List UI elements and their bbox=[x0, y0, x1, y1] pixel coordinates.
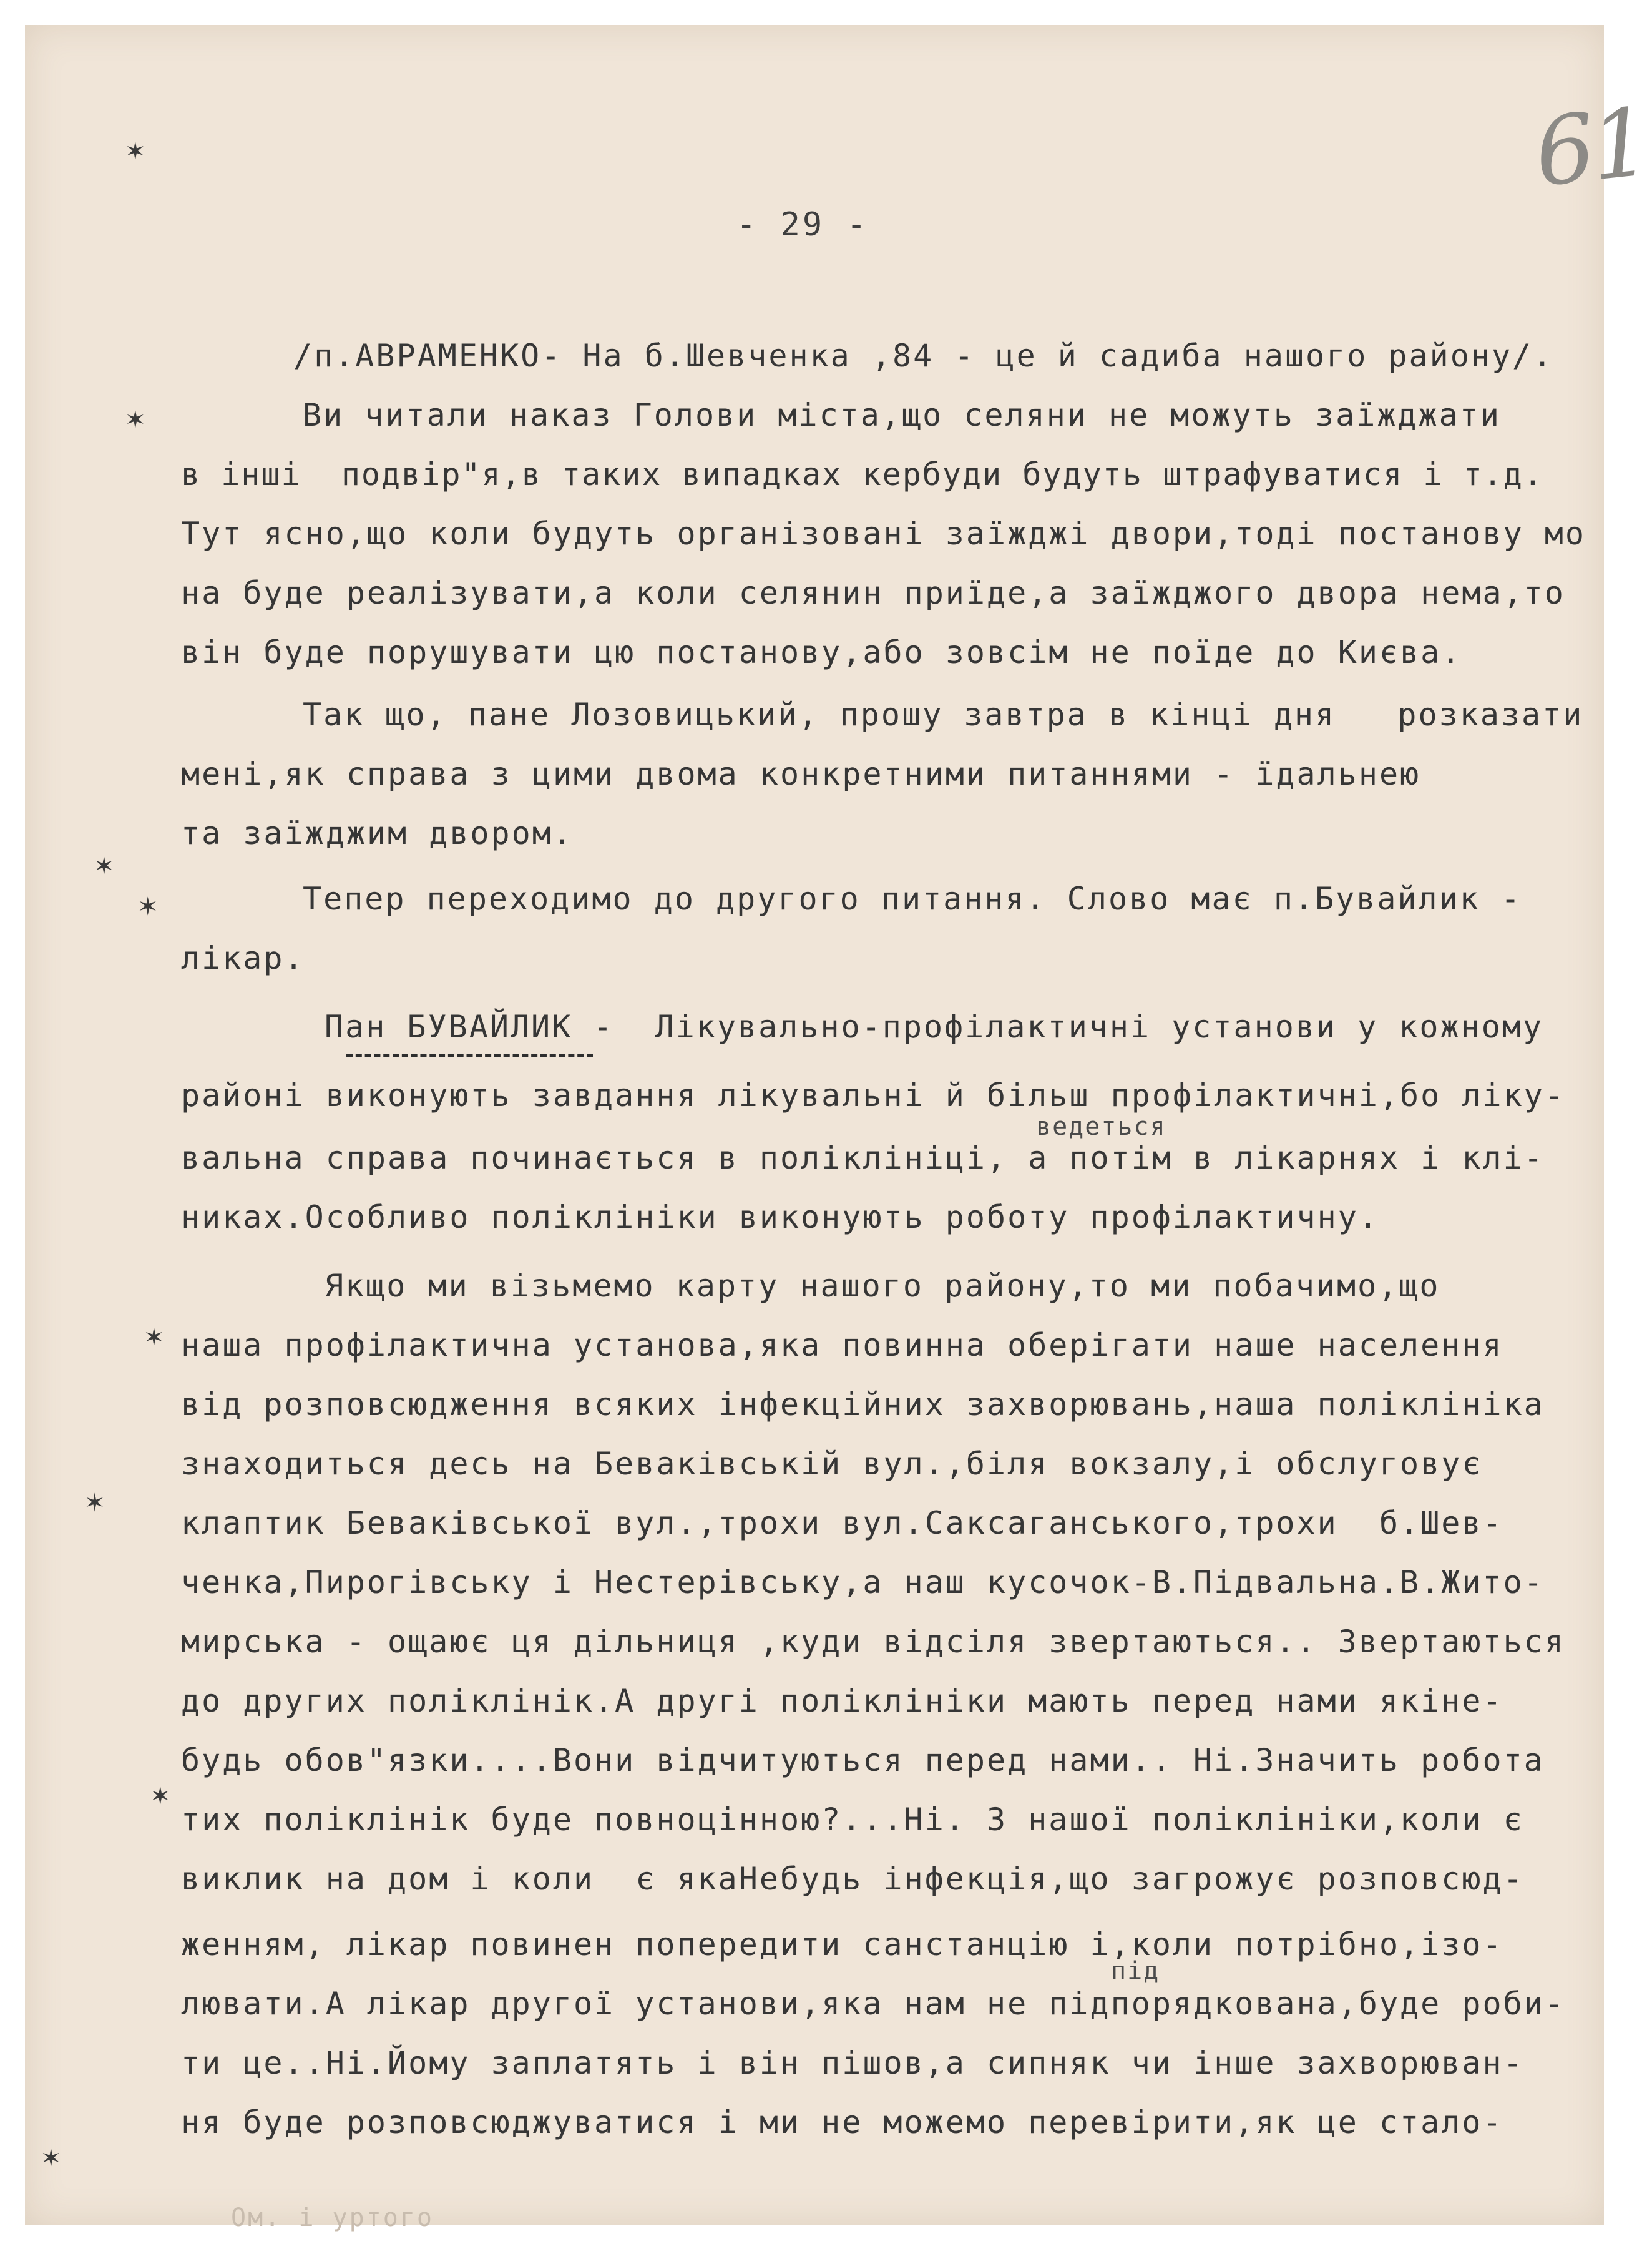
archive-page-number: 61 bbox=[1530, 88, 1652, 208]
handwritten-insert-2: під bbox=[1111, 1957, 1160, 1986]
margin-mark-icon: ✶ bbox=[94, 852, 115, 881]
text-line-11: лікар. bbox=[181, 940, 305, 976]
text-line-28: лювати.А лікар другої установи,яка нам не підпорядкована,буде роби- bbox=[181, 1986, 1565, 2022]
text-line-22: мирська - ощаює ця дільниця ,куди відсіля звертаються.. Звертаються bbox=[181, 1624, 1565, 1660]
text-line-2: Ви читали наказ Голови міста,що селяни не можуть заїжджати bbox=[303, 397, 1501, 433]
text-line-9: та заїжджим двором. bbox=[181, 815, 574, 851]
document-sheet bbox=[25, 25, 1652, 2232]
text-line-10: Тепер переходимо до другого питання. Слово має п.Бувайлик - bbox=[303, 881, 1522, 917]
text-line-6: він буде порушувати цю постанову,або зовсім не поїде до Києва. bbox=[181, 634, 1462, 670]
text-line-30: ня буде розповсюджуватися і ми не можемо перевірити,як це стало- bbox=[181, 2104, 1503, 2140]
margin-mark-icon: ✶ bbox=[84, 1489, 105, 1517]
text-line-25: тих поліклінік буде повноцінною?...Ні. З нашої поліклініки,коли є bbox=[181, 1801, 1524, 1838]
margin-mark-icon: ✶ bbox=[150, 1782, 171, 1811]
text-line-19: знаходиться десь на Беваківській вул.,біля вокзалу,і обслуговує bbox=[181, 1446, 1483, 1482]
text-line-14: вальна справа починається в поліклініці, а потім в лікарнях і клі- bbox=[181, 1140, 1545, 1176]
margin-mark-icon: ✶ bbox=[125, 137, 146, 166]
margin-mark-icon: ✶ bbox=[125, 406, 146, 434]
margin-mark-icon: ✶ bbox=[137, 893, 159, 921]
text-line-13: районі виконують завдання лікувальні й більш профілактичні,бо ліку- bbox=[181, 1077, 1565, 1114]
text-line-5: на буде реалізувати,а коли селянин приїде,а заїжджого двора нема,то bbox=[181, 575, 1565, 611]
handwritten-insert-1: ведеться bbox=[1036, 1112, 1166, 1141]
text-line-1: /п.АВРАМЕНКО- На б.Шевченка ,84 - це й садиба нашого району/. bbox=[293, 338, 1554, 374]
page-number: - 29 - bbox=[736, 206, 869, 243]
text-line-24: будь обов"язки....Вони відчитуються перед нами.. Ні.Значить робота bbox=[181, 1742, 1545, 1778]
text-line-26: виклик на дом і коли є якаНебудь інфекція,що загрожує розповсюд- bbox=[181, 1861, 1524, 1897]
margin-mark-icon: ✶ bbox=[41, 2144, 62, 2173]
margin-mark-icon: ✶ bbox=[144, 1323, 165, 1352]
text-line-7: Так що, пане Лозовицький, прошу завтра в кінці дня розказати bbox=[303, 697, 1584, 733]
text-line-27: женням, лікар повинен попередити санстанцію і,коли потрібно,ізо- bbox=[181, 1926, 1503, 1962]
text-line-16: Якщо ми візьмемо карту нашого району,то ми побачимо,що bbox=[325, 1268, 1440, 1304]
text-line-29: ти це..Ні.Йому заплатять і він пішов,а сипняк чи інше захворюван- bbox=[181, 2045, 1524, 2081]
text-line-17: наша профілактична установа,яка повинна оберігати наше населення bbox=[181, 1327, 1503, 1363]
text-line-3: в інші подвір"я,в таких випадках кербуди будуть штрафуватися і т.д. bbox=[181, 456, 1543, 492]
text-line-8: мені,як справа з цими двома конкретними питаннями - їдальнею bbox=[181, 756, 1421, 792]
text-line-12: Пан БУВАЙЛИК - Лікувально-профілактичні установи у кожному bbox=[325, 1009, 1544, 1045]
speaker-underline bbox=[346, 1054, 593, 1057]
text-line-4: Тут ясно,що коли будуть організовані заїжджі двори,тоді постанову мо bbox=[181, 516, 1586, 552]
text-line-18: від розповсюдження всяких інфекційних захворювань,наша поліклініка bbox=[181, 1386, 1545, 1423]
faint-footer-text: Ом. і уртого bbox=[231, 2203, 434, 2232]
text-line-15: никах.Особливо поліклініки виконують роботу профілактичну. bbox=[181, 1199, 1379, 1235]
text-line-20: клаптик Беваківської вул.,трохи вул.Саксаганського,трохи б.Шев- bbox=[181, 1505, 1503, 1541]
text-line-23: до других поліклінік.А другі поліклініки мають перед нами якіне- bbox=[181, 1683, 1503, 1719]
text-line-21: ченка,Пирогівську і Нестерівську,а наш кусочок-В.Підвальна.В.Жито- bbox=[181, 1564, 1545, 1600]
